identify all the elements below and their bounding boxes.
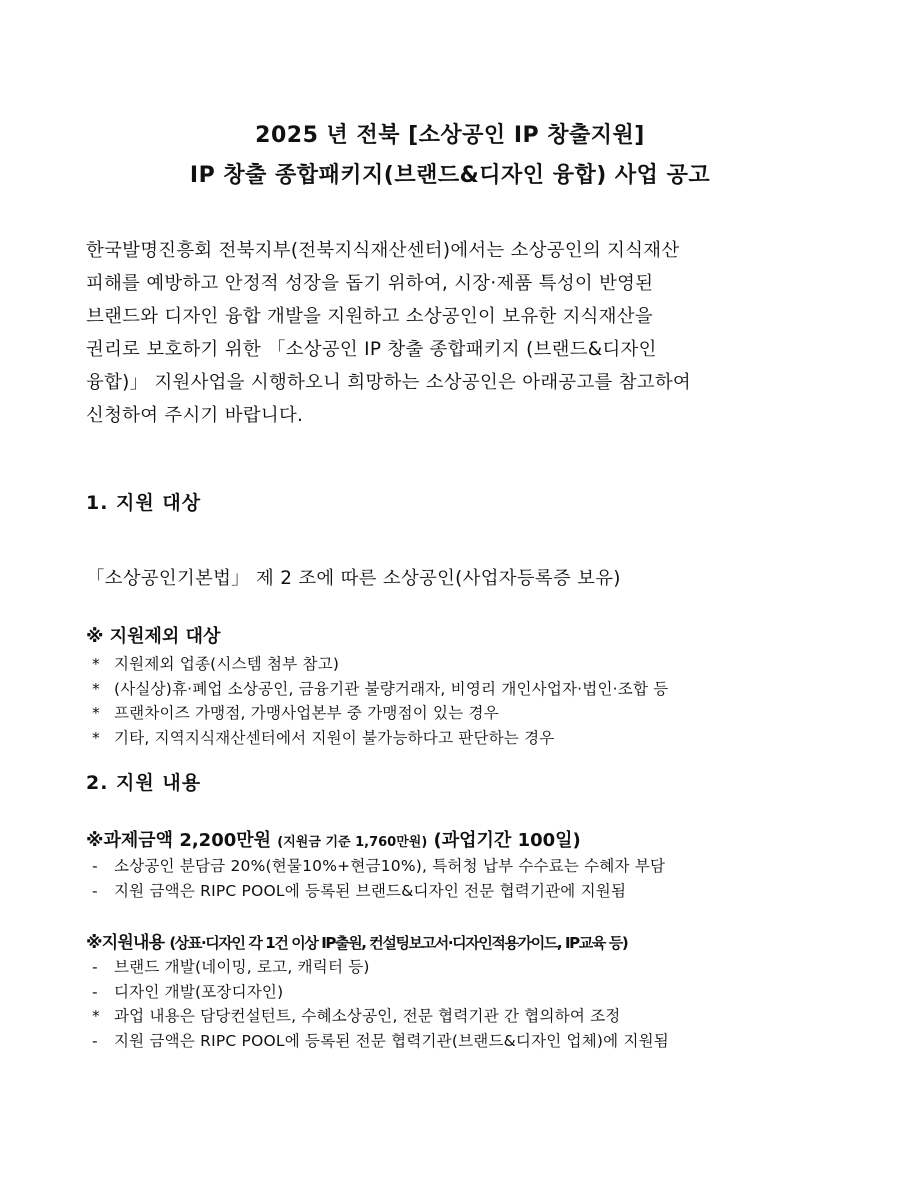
exclusion-list bbox=[92, 652, 668, 750]
intro-line: 융합)」 지원사업을 시행하오니 희망하는 소상공인은 아래공고를 참고하여 bbox=[86, 372, 692, 393]
budget-heading bbox=[86, 826, 581, 852]
notice-title-line1: 2025 년 전북 [소상공인 IP 창출지원] bbox=[255, 123, 645, 148]
section2-heading: 2. 지원 내용 bbox=[86, 772, 202, 794]
budget-amount: ※과제금액 2,200만원 bbox=[86, 830, 278, 851]
list-item-text: 디자인 개발(포장디자인) bbox=[114, 982, 284, 1001]
list-item-text: 기타, 지역지식재산센터에서 지원이 불가능하다고 판단하는 경우 bbox=[114, 728, 555, 747]
notice-title-line2: IP 창출 종합패키지(브랜드&디자인 융합) 사업 공고 bbox=[189, 163, 711, 188]
budget-subsidy-note: (지원금 기준 1,760만원) bbox=[277, 835, 428, 850]
list-item bbox=[92, 701, 668, 726]
intro-paragraph bbox=[86, 234, 816, 432]
list-item bbox=[92, 980, 669, 1005]
dash-mark: - bbox=[92, 857, 98, 875]
dash-mark: - bbox=[92, 882, 98, 900]
bullet-mark: * bbox=[92, 655, 100, 673]
list-item-text: 소상공인 분담금 20%(현물10%+현금10%), 특허청 납부 수수료는 수혜자 부담 bbox=[114, 857, 666, 875]
list-item bbox=[92, 955, 669, 980]
list-item bbox=[92, 1029, 669, 1054]
budget-list bbox=[92, 854, 665, 904]
dash-mark: - bbox=[92, 982, 98, 1001]
dash-mark: - bbox=[92, 1031, 98, 1050]
intro-line: 신청하여 주시기 바랍니다. bbox=[86, 405, 304, 426]
list-item-text: 지원 금액은 RIPC POOL에 등록된 브랜드&디자인 전문 협력기관에 지원됨 bbox=[114, 882, 627, 900]
list-item-text: 브랜드 개발(네이밍, 로고, 캐릭터 등) bbox=[114, 958, 370, 976]
support-content-label: ※지원내용 bbox=[86, 933, 170, 953]
intro-line: 한국발명진흥회 전북지부(전북지식재산센터)에서는 소상공인의 지식재산 bbox=[86, 240, 680, 261]
list-item-text: 지원제외 업종(시스템 첨부 참고) bbox=[114, 655, 340, 673]
list-item-text: 프랜차이즈 가맹점, 가맹사업본부 중 가맹점이 있는 경우 bbox=[114, 704, 499, 722]
list-item bbox=[92, 677, 668, 702]
support-content-detail: (상표·디자인 각 1건 이상 IP출원, 컨설팅보고서·디자인적용가이드, IP교육 등) bbox=[169, 934, 628, 952]
list-item bbox=[92, 1004, 669, 1029]
list-item-text: 지원 금액은 RIPC POOL에 등록된 전문 협력기관(브랜드&디자인 업체)에 지원됨 bbox=[114, 1031, 669, 1050]
bullet-mark: * bbox=[92, 1007, 100, 1025]
support-content-heading bbox=[86, 928, 627, 953]
support-content-list bbox=[92, 955, 669, 1053]
bullet-mark: * bbox=[92, 679, 100, 698]
list-item bbox=[92, 879, 665, 904]
support-target-text: 「소상공인기본법」 제 2 조에 따른 소상공인(사업자등록증 보유) bbox=[86, 568, 621, 589]
exclusion-heading: ※ 지원제외 대상 bbox=[86, 626, 221, 647]
list-item bbox=[92, 652, 668, 677]
list-item bbox=[92, 854, 665, 879]
intro-line: 권리로 보호하기 위한 「소상공인 IP 창출 종합패키지 (브랜드&디자인 bbox=[86, 339, 657, 360]
bullet-mark: * bbox=[92, 704, 100, 722]
list-item-text: 과업 내용은 담당컨설턴트, 수혜소상공인, 전문 협력기관 간 협의하여 조정 bbox=[114, 1007, 621, 1025]
dash-mark: - bbox=[92, 958, 98, 976]
intro-line: 피해를 예방하고 안정적 성장을 돕기 위하여, 시장·제품 특성이 반영된 bbox=[86, 273, 654, 294]
bullet-mark: * bbox=[92, 728, 100, 747]
list-item-text: (사실상)휴·폐업 소상공인, 금융기관 불량거래자, 비영리 개인사업자·법인·조합 등 bbox=[114, 679, 669, 698]
section1-heading: 1. 지원 대상 bbox=[86, 492, 202, 514]
budget-period: (과업기간 100일) bbox=[427, 830, 581, 851]
intro-line: 브랜드와 디자인 융합 개발을 지원하고 소상공인이 보유한 지식재산을 bbox=[86, 306, 653, 327]
list-item bbox=[92, 726, 668, 751]
